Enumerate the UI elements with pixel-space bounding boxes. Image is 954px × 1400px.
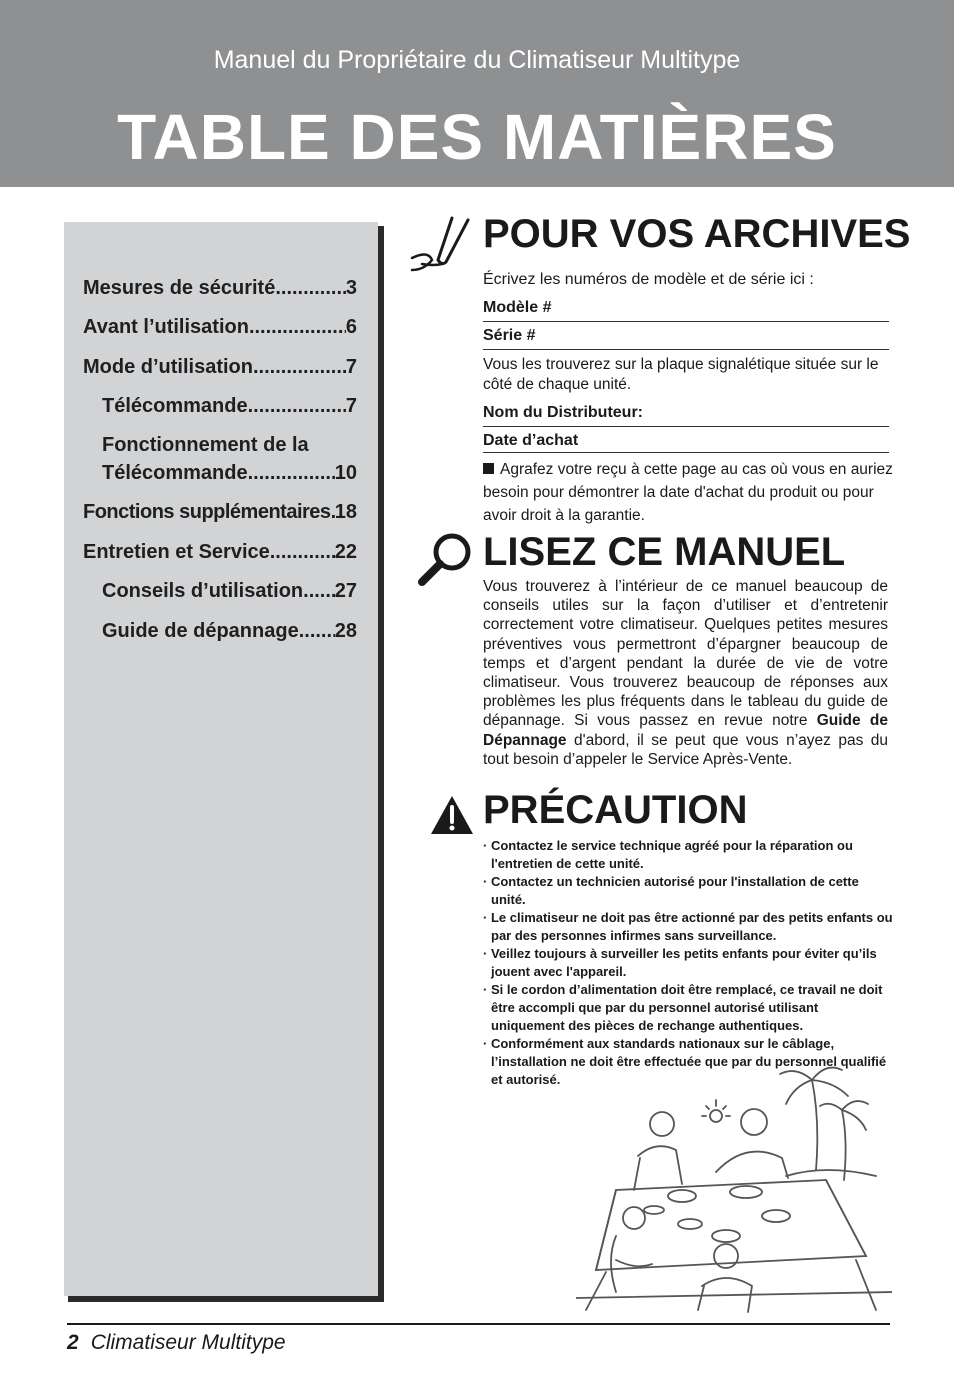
precaution-list <box>483 837 893 1089</box>
archives-intro: Écrivez les numéros de modèle et de série ici : <box>483 271 814 288</box>
toc-subentry[interactable]: Guide de dépannage ..... 28 <box>102 617 357 645</box>
page-title: TABLE DES MATIÈRES <box>117 101 837 173</box>
precaution-title: PRÉCAUTION <box>483 788 748 832</box>
magnifier-icon <box>414 532 476 588</box>
plate-note: Vous les trouverez sur la plaque signalétique située sur le côté de chaque unité. <box>483 356 879 393</box>
toc-entry[interactable]: Avant l’utilisation ..... 6 <box>83 313 357 341</box>
footer-title: Climatiseur Multitype <box>90 1331 286 1354</box>
toc-entry[interactable]: Fonctions supplémentaires ..... 18 <box>83 498 357 526</box>
list-item: · Contactez le service technique agréé pour la réparation ou l'entretien de cette unité. <box>483 838 853 871</box>
pen-icon <box>408 214 474 276</box>
table-of-contents <box>64 222 378 1296</box>
footer-divider <box>67 1323 890 1325</box>
list-item: · Conformément aux standards nationaux sur le câblage, l’installation ne doit être effectuée que par du personnel qualifié et autorisé. <box>483 1036 887 1087</box>
header-banner <box>0 0 954 187</box>
purchase-date-field[interactable]: Date d’achat <box>483 432 579 449</box>
receipt-note: Agrafez votre reçu à cette page au cas où vous en auriez besoin pour démontrer la date d'achat du produit ou pour avoir droit à la garantie. <box>483 461 893 524</box>
toc-subentry[interactable]: Fonctionnement de la Télécommande ..... 10 <box>102 431 357 487</box>
list-item: · Si le cordon d’alimentation doit être remplacé, ce travail ne doit être accompli que par du personnel autorisé utilisant uniquement des pièces de rechange authentiques. <box>483 982 883 1033</box>
dealer-field[interactable]: Nom du Distributeur: <box>483 404 889 427</box>
list-item: · Veillez toujours à surveiller les petits enfants pour éviter qu’ils jouent avec l'appareil. <box>483 946 877 979</box>
toc-entry[interactable]: Entretien et Service ..... 22 <box>83 538 357 566</box>
toc-entry[interactable]: Mesures de sécurité ..... 3 <box>83 274 357 302</box>
list-item: · Le climatiseur ne doit pas être actionné par des petits enfants ou par des personnes infirmes sans surveillance. <box>483 910 893 943</box>
serial-field[interactable]: Série # <box>483 327 889 350</box>
lisez-title: LISEZ CE MANUEL <box>483 530 846 574</box>
toc-subentry[interactable]: Télécommande ..... 7 <box>102 392 357 420</box>
page-number: 2 <box>67 1331 79 1354</box>
picnic-illustration <box>576 1060 892 1316</box>
toc-entry[interactable]: Mode d’utilisation ..... 7 <box>83 353 357 381</box>
page-footer <box>67 1331 286 1355</box>
lisez-paragraph: Vous trouverez à l’intérieur de ce manuel beaucoup de conseils utiles sur la façon d’utiliser et d’entretenir correctement votre climatiseur. Quelques petites mesures préventives vous permettront d’épargner beaucoup de temps et d’argent pendant la durée de vie de votre climatiseur. Vous trouverez beaucoup de réponses aux problèmes les plus fréquents dans le tableau du guide de dépannage. Si vous passez en revue notre Guide de Dépannage d'abord, il se peut que vous n’ayez pas du tout besoin d’appeler le Service Après-Vente. <box>483 578 888 768</box>
date-divider <box>483 452 889 453</box>
archives-title: POUR VOS ARCHIVES <box>483 212 911 256</box>
manual-subtitle: Manuel du Propriétaire du Climatiseur Multitype <box>213 46 741 74</box>
toc-subentry[interactable]: Conseils d’utilisation ..... 27 <box>102 577 357 605</box>
list-item: · Contactez un technicien autorisé pour l'installation de cette unité. <box>483 874 859 907</box>
square-bullet-icon <box>483 463 494 474</box>
warning-icon <box>429 794 475 836</box>
model-field[interactable]: Modèle # <box>483 299 889 322</box>
